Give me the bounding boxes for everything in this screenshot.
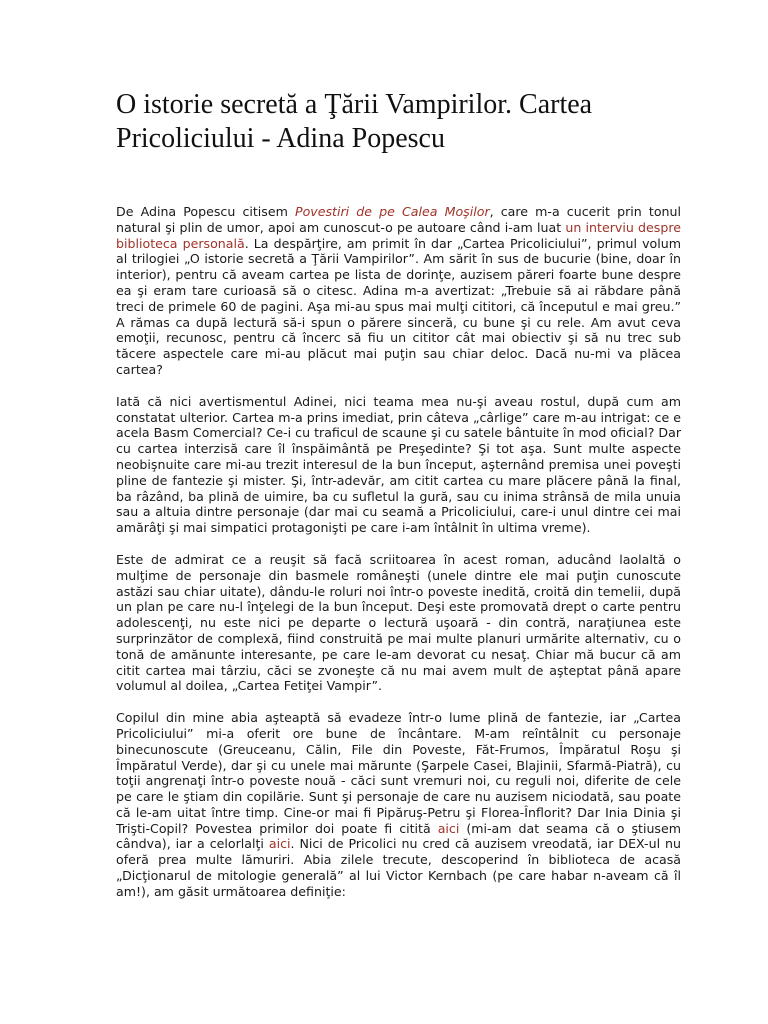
paragraph-1 <box>116 204 681 378</box>
interview-link[interactable]: un interviu despre biblioteca personală <box>116 219 681 251</box>
paragraph-3: Este de admirat ce a reuşit să facă scriitoarea în acest roman, aducând laolaltă o mulţime de personaje din basmele româneşti (unele dintre ele mai puţin cunoscute astăzi sau chiar uitate), dându-le roluri noi într-o poveste inedită, croită din temelii, după un plan pe care nu-l înţelegi de la bun început. Deşi este promovată drept o carte pentru adolescenţi, nu este nici pe departe o lectură uşoară - din contră, naraţiunea este surprinzător de complexă, fiind construită pe mai multe planuri urmărite alternativ, cu o tonă de amănunte interesante, pe care le-am devorat cu nesaţ. Chiar mă bucur că am citit cartea mai târziu, căci se zvoneşte că nu mai avem mult de aşteptat până apare volumul al doilea, „Cartea Fetiţei Vampir”. <box>116 551 681 694</box>
paragraph-1-text-b: , care m-a cucerit prin tonul natural şi plin de umor, apoi am cunoscut-o pe autoare când i-am luat <box>116 204 681 235</box>
aici-link-2[interactable]: aici <box>268 836 291 852</box>
paragraph-4-text-c: . Nici de Pricolici nu cred că auzisem vreodată, iar DEX-ul nu oferă prea multe lămuriri. Abia zilele trecute, descoperind în biblioteca de acasă „Dicţionarul de mitologie generală” al lui Victor Kernbach (pe care habar n-aveam că îl am!), am găsit următoarea definiţie: <box>116 836 681 899</box>
paragraph-4-text-b: (mi-am dat seama că o ştiusem cândva), iar a celorlalţi <box>116 820 682 852</box>
aici-link-1[interactable]: aici <box>437 820 460 836</box>
paragraph-1-text-a: De Adina Popescu citisem <box>116 204 295 219</box>
article-title: O istorie secretă a Ţării Vampirilor. Cartea Pricoliciului - Adina Popescu <box>116 89 593 154</box>
article-body <box>116 204 681 900</box>
paragraph-2: Iată că nici avertismentul Adinei, nici teama mea nu-şi aveau rostul, după cum am constatat ulterior. Cartea m-a prins imediat, prin câteva „cârlige” care m-au intrigat: ce e acela Basm Comercial? Ce-i cu traficul de scaune şi cu satele bântuite în mod oficial? Dar cu cartea interzisă care îl înspăimântă pe Preşedinte? Şi tot aşa. Sunt multe aspecte neobişnuite care mi-au trezit interesul de la bun început, aşternând premisa unei poveşti pline de fantezie şi mister. Şi, într-adevăr, am citit cartea cu mare plăcere până la final, ba râzând, ba plină de uimire, ba cu sufletul la gură, sau cu inima strânsă de mila unuia sau a altuia dintre personaje (dar mai cu seamă a Pricoliciului, care-i unul dintre cei mai amărâţi şi mai simpatici protagonişti pe care i-am întâlnit în ultima vreme). <box>116 393 681 536</box>
paragraph-4 <box>116 710 681 900</box>
paragraph-1-text-c: . La despărţire, am primit în dar „Cartea Pricoliciului”, primul volum al trilogiei „O istorie secretă a Ţării Vampirilor”. Am sărit în sus de bucurie (bine, doar în interior), pentru că aveam cartea pe lista de dorinţe, auzisem păreri foarte bune despre ea şi eram tare curioasă să o citesc. Adina m-a avertizat: „Trebuie să ai răbdare până treci de primele 60 de pagini. Aşa mi-au spus mai mulţi cititori, că începutul e mai greu.” A rămas ca după lectură să-i spun o părere sinceră, cu bune şi cu rele. Am avut ceva emoţii, recunosc, pentru că încerc să fiu un cititor cât mai obiectiv şi să nu trec sub tăcere aspectele care mi-au plăcut mai puţin sau chiar deloc. Dacă nu-mi va plăcea cartea? <box>116 235 682 377</box>
paragraph-4-text-a: Copilul din mine abia aşteaptă să evadeze într-o lume plină de fantezie, iar „Cartea Pricoliciului” mi-a oferit ore bune de încântare. M-am reîntâlnit cu personaje binecunoscute (Greuceanu, Călin, File din Poveste, Făt-Frumos, Împăratul Roşu şi Împăratul Verde), dar şi cu unele mai mărunte (Şarpele Casei, Blajinii, Sfarmă-Piatră), cu toţii angrenaţi într-o poveste nouă - căci sunt vremuri noi, cu reguli noi, diferite de cele pe care le ştiam din copilărie. Sunt şi personaje de care nu auzisem niciodată, sau poate că le-am uitat între timp. Cine-or mai fi Pipăruş-Petru şi Florea-Înflorit? Dar Inia Dinia şi Trişti-Copil? Povestea primilor doi poate fi citită <box>116 710 681 836</box>
book-link-povestiri[interactable]: Povestiri de pe Calea Moşilor <box>295 204 490 219</box>
